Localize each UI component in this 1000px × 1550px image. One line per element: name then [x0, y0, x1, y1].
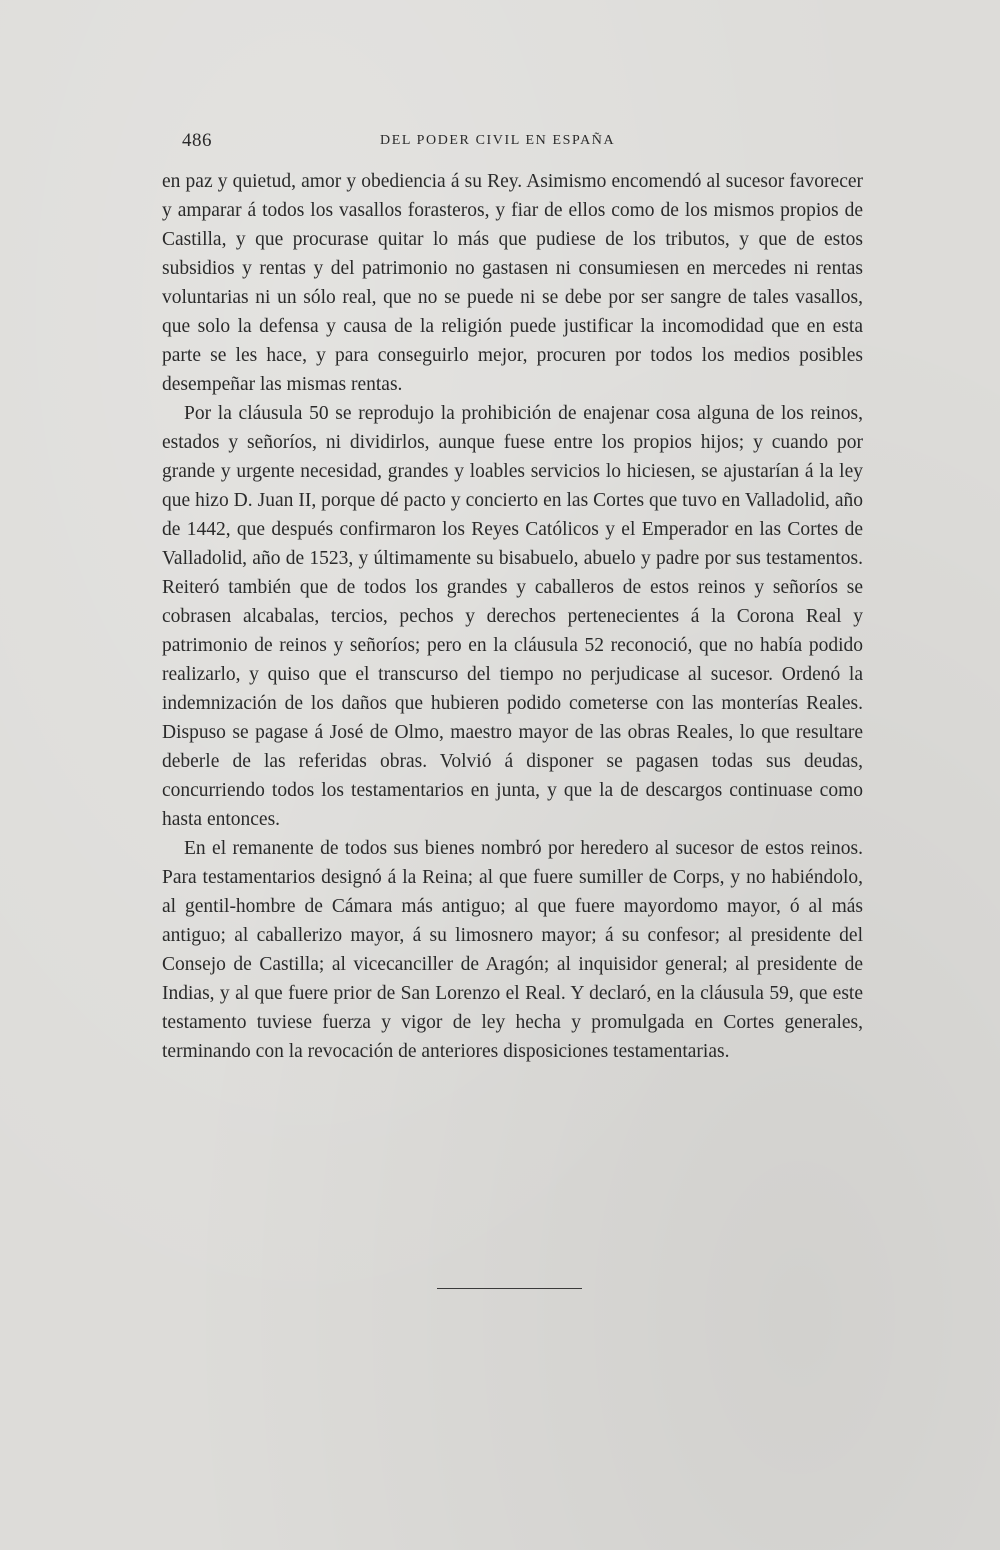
paragraph-heredero: En el remanente de todos sus bienes nombró por heredero al sucesor de estos reinos. Para testamentarios designó á la Reina; al que fuere sumiller de Corps, y no habiéndolo, al gentil-hombre de Cámara más antiguo; al que fuere mayordomo mayor, ó al más antiguo; al caballerizo mayor, á su limosnero mayor; á su confesor; al presidente del Consejo de Castilla; al vicecanciller de Aragón; al inquisidor general; al presidente de Indias, y al que fuere prior de San Lorenzo el Real. Y declaró, en la cláusula 59, que este testamento tuviese fuerza y vigor de ley hecha y promulgada en Cortes generales, terminando con la revocación de anteriores disposiciones testamentarias. — [162, 838, 863, 1062]
paragraph-continuation: en paz y quietud, amor y obediencia á su Rey. Asimismo encomendó al sucesor favorecer y amparar á todos los vasallos forasteros, y fiar de ellos como de los mismos propios de Castilla, y que procurase quitar lo más que pudiese de los tributos, y que de estos subsidios y rentas y del patrimonio no gastasen ni consumiesen en mercedes ni rentas voluntarias ni un sólo real, que no se puede ni se debe por ser sangre de tales vasallos, que solo la defensa y causa de la religión puede justificar la incomodidad que en esta parte se les hace, y para conseguirlo mejor, procuren por todos los medios posibles desempeñar las mismas rentas. — [162, 171, 863, 395]
running-head — [162, 130, 862, 156]
end-rule — [437, 1288, 582, 1289]
running-title: DEL PODER CIVIL EN ESPAÑA — [380, 133, 616, 148]
page-number: 486 — [182, 130, 212, 151]
body-text — [162, 167, 863, 1066]
paragraph-clausula-50: Por la cláusula 50 se reprodujo la prohibición de enajenar cosa alguna de los reinos, estados y señoríos, ni dividirlos, aunque fuese entre los propios hijos; y cuando por grande y urgente necesidad, grandes y loables servicios lo hiciesen, se ajustarían á la ley que hizo D. Juan II, porque dé pacto y concierto en las Cortes que tuvo en Valladolid, año de 1442, que después confirmaron los Reyes Católicos y el Emperador en las Cortes de Valladolid, año de 1523, y últimamente su bisabuelo, abuelo y padre por sus testamentos. Reiteró también que de todos los grandes y caballeros de estos reinos y señoríos se cobrasen alcabalas, tercios, pechos y derechos pertenecientes á la Corona Real y patrimonio de reinos y señoríos; pero en la cláusula 52 reconoció, que no había podido realizarlo, y quiso que el transcurso del tiempo no perjudicase al sucesor. Ordenó la indemnización de los daños que hubieren podido cometerse con las monterías Reales. Dispuso se pagase á José de Olmo, maestro mayor de las obras Reales, lo que resultare deberle de las referidas obras. Volvió á disponer se pagasen todas sus deudas, concurriendo todos los testamentarios en junta, y que la de descargos continuase como hasta entonces. — [162, 403, 863, 830]
